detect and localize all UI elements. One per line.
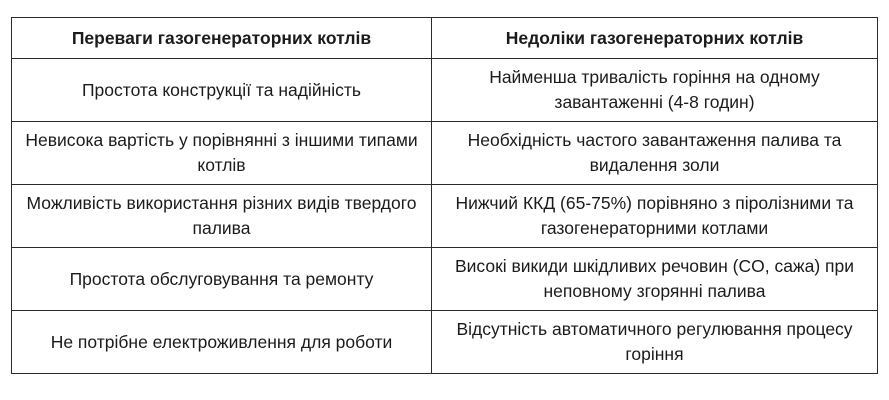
table-row xyxy=(12,185,878,248)
comparison-table xyxy=(11,17,878,374)
table-row xyxy=(12,59,878,122)
advantage-cell: Не потрібне електроживлення для роботи xyxy=(12,311,432,374)
disadvantage-cell: Нижчий ККД (65-75%) порівняно з піролізними та газогенераторними котлами xyxy=(432,185,878,248)
table-row xyxy=(12,311,878,374)
table-row xyxy=(12,248,878,311)
table-row xyxy=(12,122,878,185)
disadvantage-cell: Необхідність частого завантаження палива та видалення золи xyxy=(432,122,878,185)
disadvantage-cell: Відсутність автоматичного регулювання процесу горіння xyxy=(432,311,878,374)
advantage-cell: Можливість використання різних видів твердого палива xyxy=(12,185,432,248)
comparison-table-container xyxy=(11,17,877,374)
header-disadvantages: Недоліки газогенераторних котлів xyxy=(432,18,878,59)
disadvantage-cell: Найменша тривалість горіння на одному завантаженні (4-8 годин) xyxy=(432,59,878,122)
advantage-cell: Невисока вартість у порівнянні з іншими типами котлів xyxy=(12,122,432,185)
advantage-cell: Простота конструкції та надійність xyxy=(12,59,432,122)
header-advantages: Переваги газогенераторних котлів xyxy=(12,18,432,59)
table-header-row xyxy=(12,18,878,59)
advantage-cell: Простота обслуговування та ремонту xyxy=(12,248,432,311)
disadvantage-cell: Високі викиди шкідливих речовин (CO, сажа) при неповному згорянні палива xyxy=(432,248,878,311)
